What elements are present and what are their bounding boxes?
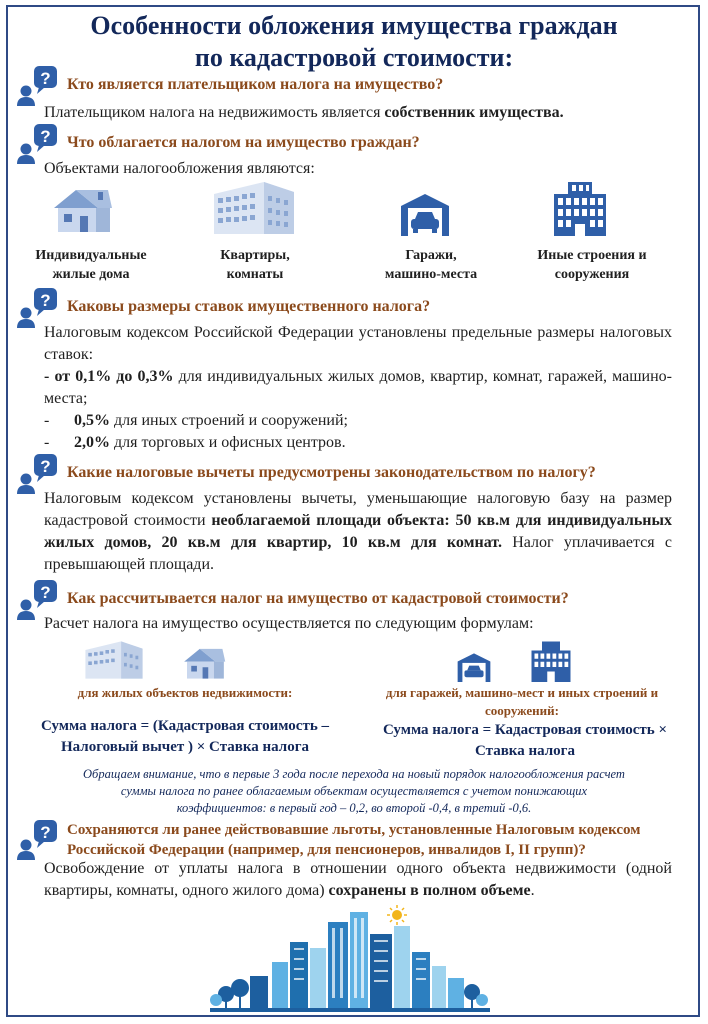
rate-2: - 0,5% для иных строений и сооружений; <box>44 412 348 429</box>
question-6-text: Сохраняются ли ранее действовавшие льготы, установленные Налоговым кодексом Российской Федерации (например, для пенсионеров, инвалидов I, II групп)? <box>67 822 641 858</box>
house-icon <box>50 186 114 234</box>
question-3-text: Каковы размеры ставок имущественного налога? <box>67 298 431 315</box>
apartment-building-icon <box>76 640 152 680</box>
objects-intro: Объектами налогообложения являются: <box>44 160 315 177</box>
formula-right-caption: для гаражей, машино-мест и иных строений и сооружений: <box>385 685 659 718</box>
house-icon <box>180 646 228 680</box>
question-1-text: Кто является плательщиком налога на имущество? <box>67 76 444 93</box>
object-label-other-buildings: Иные строения и сооружения <box>537 248 647 282</box>
office-building-icon <box>552 180 608 236</box>
answer-4: Налоговым кодексом установлены вычеты, уменьшающие налоговую базу на размер кадастровой стоимости необлагаемой площади объекта: 50 кв.м для индивидуальных жилых домов, 20 кв.м для квартир, 10 кв.м для комнат. Налог уплачивается с превышающей площади. <box>44 490 673 573</box>
question-4-text: Какие налоговые вычеты предусмотрены законодательством по налогу? <box>67 464 596 481</box>
garage-icon <box>456 652 492 682</box>
object-label-garages: Гаражи, машино-места <box>384 248 478 282</box>
answer-5-intro: Расчет налога на имущество осуществляется по следующим формулам: <box>44 615 534 632</box>
answer-6: Освобождение от уплаты налога в отношении одного объекта недвижимости (одной квартиры, комнаты, одного жилого дома) сохранены в полном объеме. <box>44 860 672 899</box>
apartment-building-icon <box>212 180 296 236</box>
reduction-coefficients-note: Обращаем внимание, что в первые 3 года после перехода на новый порядок налогообложения расчет суммы налога по ранее облагаемым объектам осуществляется с учетом понижающих коэффициентов: в первый год – 0,2, во второй -0,4, в третий -0,6. <box>83 767 625 815</box>
formula-residential: Сумма налога = (Кадастровая стоимость – Налоговый вычет ) × Ставка налога <box>41 718 329 755</box>
object-label-apartments: Квартиры, комнаты <box>220 248 290 282</box>
city-skyline-illustration <box>210 904 490 1012</box>
answer-1: Плательщиком налога на недвижимость является собственник имущества. <box>44 104 564 121</box>
question-5-text: Как рассчитывается налог на имущество от кадастровой стоимости? <box>67 590 569 607</box>
rate-1: - от 0,1% до 0,3% для индивидуальных жилых домов, квартир, комнат, гаражей, машино-места; <box>44 368 672 407</box>
formula-left-caption: для жилых объектов недвижимости: <box>77 685 293 700</box>
answer-3-intro: Налоговым кодексом Российской Федерации установлены предельные размеры налоговых ставок: <box>44 324 672 363</box>
sun-icon <box>387 905 407 925</box>
object-label-houses: Индивидуальные жилые дома <box>35 248 147 282</box>
question-person-icon <box>17 818 59 860</box>
rate-3: - 2,0% для торговых и офисных центров. <box>44 434 346 451</box>
question-2-text: Что облагается налогом на имущество граждан? <box>67 134 420 151</box>
office-building-icon <box>528 640 574 682</box>
formula-garages-other: Сумма налога = Кадастровая стоимость × Ставка налога <box>382 722 668 759</box>
garage-icon <box>401 192 449 236</box>
question-person-icon <box>17 64 59 106</box>
page-title: Особенности обложения имущества граждан по кадастровой стоимости: <box>90 11 618 72</box>
